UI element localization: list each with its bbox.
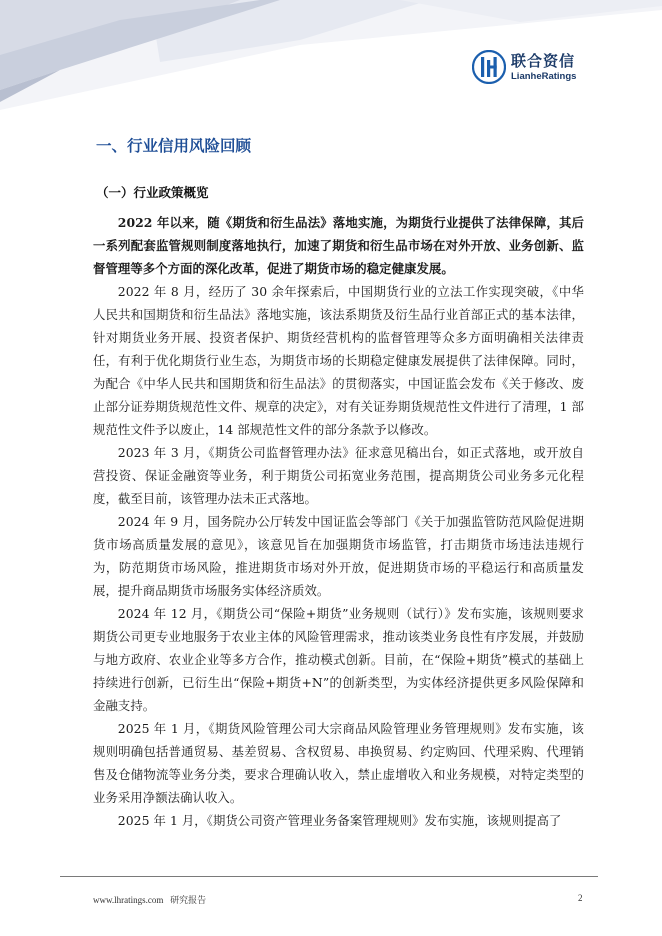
page-number: 2 <box>578 893 583 903</box>
body-paragraph: 2022 年 8 月，经历了 30 余年探索后，中国期货行业的立法工作实现突破，《中华人民共和国期货和衍生品法》落地实施，该法系期货及衍生品行业首部正式的基本法律，针对期货业务开展、投资者保护、期货经营机构的监督管理等众多方面明确相关法律责任，有利于优化期货行业生态，为期货市场的长期稳定健康发展提供了法律保障。同时，为配合《中华人民共和国期货和衍生品法》的贯彻落实，中国证监会发布《关于修改、废止部分证券期货规范性文件、规章的决定》，对有关证券期货规范性文件进行了清理，1 部规范性文件予以废止，14 部规范性文件的部分条款予以修改。 <box>93 284 584 437</box>
summary-paragraph: 2022 年以来，随《期货和衍生品法》落地实施，为期货行业提供了法律保障，其后一系列配套监管规则制度落地执行，加速了期货和衍生品市场在对外开放、业务创新、监督管理等多个方面的深化改革，促进了期货市场的稳定健康发展。 <box>93 215 584 276</box>
brand-name-cn: 联合资信 <box>511 52 576 70</box>
section-subheading: （一）行业政策概览 <box>96 185 209 200</box>
body-paragraph: 2024 年 12 月，《期货公司“保险+期货”业务规则（试行）》发布实施，该规则要求期货公司更专业地服务于农业主体的风险管理需求，推动该类业务良性有序发展，并鼓励与地方政府、农业企业等多方合作，推动模式创新。目前，在“保险+期货”模式的基础上持续进行创新，已衍生出“保险+期货+N”的创新类型，为实体经济提供更多风险保障和金融支持。 <box>93 606 584 713</box>
footer-doc-type: 研究报告 <box>170 895 207 905</box>
document-body <box>93 211 584 832</box>
brand-name-en: LianheRatings <box>511 71 577 82</box>
lianhe-logo-icon <box>472 50 506 84</box>
body-paragraph: 2025 年 1 月，《期货风险管理公司大宗商品风险管理业务管理规则》发布实施，该规则明确包括普通贸易、基差贸易、含权贸易、串换贸易、约定购回、代理采购、代理销售及仓储物流等业务分类，要求合理确认收入，禁止虚增收入和业务规模，对特定类型的业务采用净额法确认收入。 <box>93 721 584 805</box>
section-heading: 一、行业信用风险回顾 <box>96 137 252 155</box>
body-paragraph: 2024 年 9 月，国务院办公厅转发中国证监会等部门《关于加强监管防范风险促进期货市场高质量发展的意见》，该意见旨在加强期货市场监管，打击期货市场违法违规行为，防范期货市场风险，推进期货市场对外开放，促进期货市场的平稳运行和高质量发展，提升商品期货市场服务实体经济质效。 <box>93 514 584 598</box>
body-paragraph: 2025 年 1 月，《期货公司资产管理业务备案管理规则》发布实施，该规则提高了 <box>117 813 562 828</box>
brand-logo <box>472 50 592 86</box>
footer-url[interactable]: www.lhratings.com <box>93 895 164 905</box>
body-paragraph: 2023 年 3 月，《期货公司监督管理办法》征求意见稿出台，如正式落地，或开放自营投资、保证金融资等业务，利于期货公司拓宽业务范围，提高期货公司业务多元化程度，截至目前，该管理办法未正式落地。 <box>93 445 584 506</box>
footer-left <box>93 893 206 906</box>
footer-divider <box>60 876 598 877</box>
